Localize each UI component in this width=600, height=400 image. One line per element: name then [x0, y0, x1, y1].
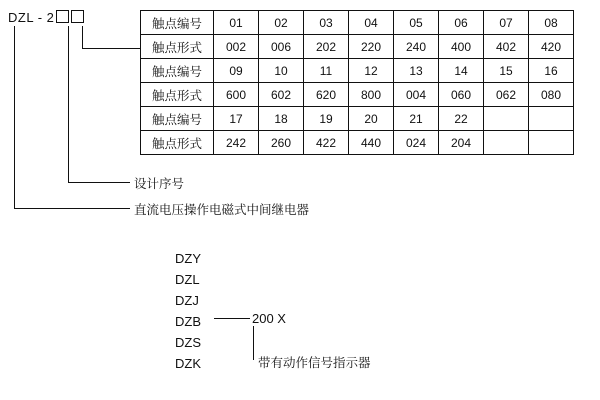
- indicator-label: 带有动作信号指示器: [258, 356, 371, 370]
- table-cell: 004: [394, 83, 439, 107]
- row-header: 触点编号: [141, 11, 214, 35]
- table-cell: 002: [214, 35, 259, 59]
- table-cell: 09: [214, 59, 259, 83]
- table-cell: 620: [304, 83, 349, 107]
- table-cell: 602: [259, 83, 304, 107]
- row-header: 触点形式: [141, 131, 214, 155]
- contact-spec-table: [140, 10, 574, 155]
- model-code-box-2: [71, 10, 84, 23]
- row-header: 触点形式: [141, 35, 214, 59]
- table-row: [141, 107, 574, 131]
- leader-line-relay-horizontal: [14, 208, 130, 209]
- series-item: DZY: [175, 251, 201, 266]
- table-cell: 006: [259, 35, 304, 59]
- table-row: [141, 35, 574, 59]
- table-cell: 02: [259, 11, 304, 35]
- table-cell: 13: [394, 59, 439, 83]
- table-cell: 260: [259, 131, 304, 155]
- table-row: [141, 11, 574, 35]
- series-connector-line: [214, 318, 250, 319]
- series-item: DZJ: [175, 293, 199, 308]
- model-code-label: [8, 10, 84, 25]
- table-cell: 800: [349, 83, 394, 107]
- table-row: [141, 131, 574, 155]
- table-cell: 21: [394, 107, 439, 131]
- table-cell: 01: [214, 11, 259, 35]
- leader-line-contact-horizontal: [82, 48, 140, 49]
- table-cell: 17: [214, 107, 259, 131]
- table-cell: 10: [259, 59, 304, 83]
- leader-line-contact-vertical: [82, 26, 83, 48]
- table-cell: [529, 131, 574, 155]
- table-cell: 062: [484, 83, 529, 107]
- table-cell: 18: [259, 107, 304, 131]
- table-cell: 240: [394, 35, 439, 59]
- relay-desc-label: 直流电压操作电磁式中间继电器: [134, 203, 310, 217]
- table-cell: 440: [349, 131, 394, 155]
- table-cell: [529, 107, 574, 131]
- table-cell: [484, 107, 529, 131]
- table-cell: 14: [439, 59, 484, 83]
- table-cell: 202: [304, 35, 349, 59]
- table-cell: 204: [439, 131, 484, 155]
- contact-spec-table-body: [141, 11, 574, 155]
- series-list: [175, 248, 201, 374]
- table-cell: 600: [214, 83, 259, 107]
- table-cell: 16: [529, 59, 574, 83]
- table-cell: 03: [304, 11, 349, 35]
- row-header: 触点编号: [141, 59, 214, 83]
- model-code-box-1: [56, 10, 69, 23]
- table-cell: 220: [349, 35, 394, 59]
- table-cell: 422: [304, 131, 349, 155]
- table-cell: 402: [484, 35, 529, 59]
- series-item: DZB: [175, 314, 201, 329]
- table-cell: 400: [439, 35, 484, 59]
- table-cell: 08: [529, 11, 574, 35]
- indicator-leader-vertical: [253, 326, 254, 360]
- table-cell: 07: [484, 11, 529, 35]
- table-cell: 22: [439, 107, 484, 131]
- series-item: DZL: [175, 272, 200, 287]
- contact-spec-table-wrap: [140, 10, 574, 155]
- table-cell: 024: [394, 131, 439, 155]
- table-cell: 15: [484, 59, 529, 83]
- model-code-prefix: DZL - 2: [8, 10, 55, 25]
- table-cell: 11: [304, 59, 349, 83]
- table-cell: [484, 131, 529, 155]
- design-no-label: 设计序号: [134, 177, 185, 191]
- leader-line-design-vertical: [68, 26, 69, 182]
- table-cell: 242: [214, 131, 259, 155]
- table-row: [141, 83, 574, 107]
- table-cell: 20: [349, 107, 394, 131]
- table-cell: 420: [529, 35, 574, 59]
- series-item: DZK: [175, 356, 201, 371]
- table-cell: 080: [529, 83, 574, 107]
- row-header: 触点形式: [141, 83, 214, 107]
- series-item: DZS: [175, 335, 201, 350]
- table-cell: 04: [349, 11, 394, 35]
- series-suffix-label: 200 X: [252, 311, 286, 326]
- table-cell: 06: [439, 11, 484, 35]
- row-header: 触点编号: [141, 107, 214, 131]
- table-row: [141, 59, 574, 83]
- table-cell: 060: [439, 83, 484, 107]
- table-cell: 05: [394, 11, 439, 35]
- table-cell: 19: [304, 107, 349, 131]
- leader-line-design-horizontal: [68, 182, 130, 183]
- leader-line-relay-vertical: [14, 26, 15, 208]
- table-cell: 12: [349, 59, 394, 83]
